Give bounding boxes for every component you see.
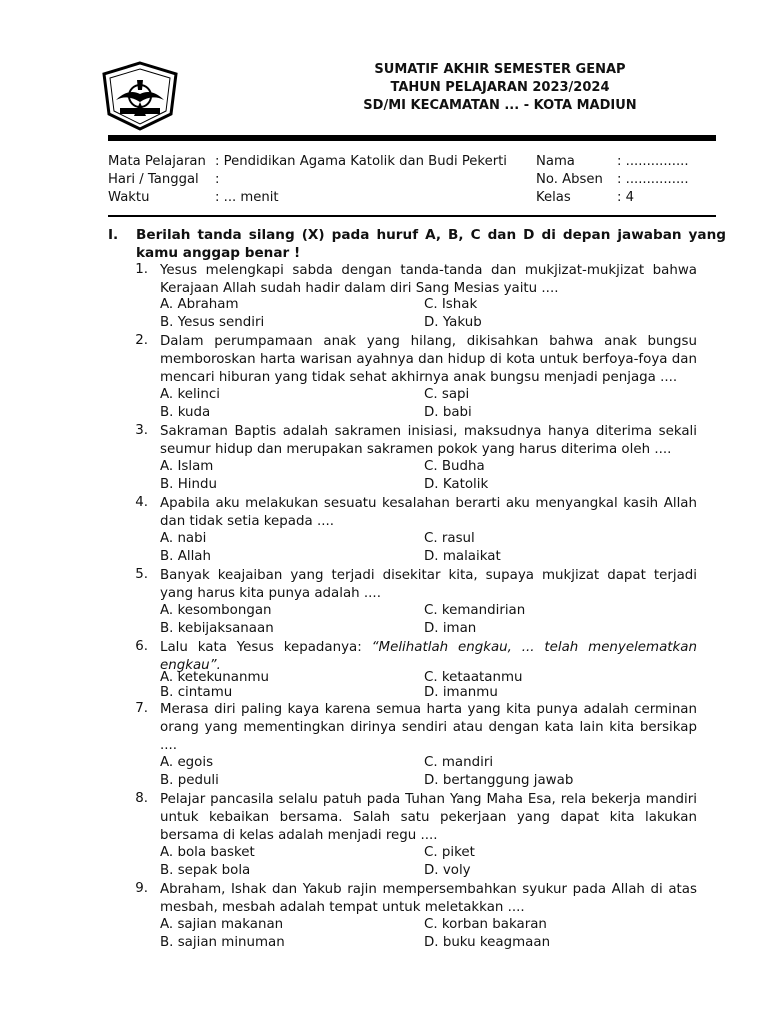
waktu-value: : ... menit [215, 190, 279, 205]
option-a[interactable]: A. egois [160, 755, 214, 770]
option-d[interactable]: D. buku keagmaan [424, 935, 551, 950]
section-number: I. [108, 227, 119, 243]
option-c[interactable]: C. piket [424, 845, 475, 860]
question-number: 2. [135, 333, 148, 348]
waktu-label: Waktu [108, 190, 150, 205]
question-text: Banyak keajaiban yang terjadi disekitar kita, supaya mukjizat dapat terjadi yang harus kita punya adalah .... [160, 568, 697, 601]
question-text: Sakraman Baptis adalah sakramen inisiasi, maksudnya hanya diterima sekali seumur hidup dan merupakan sakramen pokok yang harus diterima oleh .... [160, 424, 697, 457]
question-text-quote: “Melihatlah engkau, ... telah menyelematkan engkau”. [160, 640, 697, 673]
option-d[interactable]: D. bertanggung jawab [424, 773, 574, 788]
option-b[interactable]: B. sepak bola [160, 863, 251, 878]
mapel-label: Mata Pelajaran [108, 154, 206, 169]
option-d[interactable]: D. Yakub [424, 315, 482, 330]
option-d[interactable]: D. imanmu [424, 685, 498, 700]
question-number: 5. [135, 567, 148, 582]
option-c[interactable]: C. korban bakaran [424, 917, 547, 932]
question-number: 6. [135, 639, 148, 654]
option-b[interactable]: B. peduli [160, 773, 219, 788]
option-c[interactable]: C. sapi [424, 387, 470, 402]
kelas-label: Kelas [536, 190, 571, 205]
nama-value: : ............... [617, 154, 689, 169]
option-d[interactable]: D. Katolik [424, 477, 489, 492]
option-a[interactable]: A. sajian makanan [160, 917, 284, 932]
question-number: 8. [135, 791, 148, 806]
question-number: 9. [135, 881, 148, 896]
tut-wuri-handayani-logo [100, 60, 180, 132]
option-c[interactable]: C. rasul [424, 531, 475, 546]
option-b[interactable]: B. kebijaksanaan [160, 621, 274, 636]
option-d[interactable]: D. babi [424, 405, 472, 420]
kelas-value: : 4 [617, 190, 635, 205]
instruction-text: Berilah tanda silang (X) pada huruf A, B, C dan D di depan jawaban yang kamu anggap benar ! [136, 227, 726, 261]
option-d[interactable]: D. voly [424, 863, 471, 878]
option-b[interactable]: B. Yesus sendiri [160, 315, 265, 330]
info-divider [108, 215, 716, 217]
question-text: Yesus melengkapi sabda dengan tanda-tanda dan mukjizat-mukjizat bahwa Kerajaan Allah sudah hadir dalam diri Sang Mesias yaitu .... [160, 263, 697, 296]
question-text-plain: Lalu kata Yesus kepadanya: [160, 640, 372, 655]
option-a[interactable]: A. ketekunanmu [160, 670, 269, 685]
option-b[interactable]: B. kuda [160, 405, 211, 420]
question-number: 1. [135, 262, 148, 277]
question-text: Merasa diri paling kaya karena semua harta yang kita punya adalah cerminan orang yang mementingkan dirinya sendiri atau dengan kata lain kita bersikap .... [160, 702, 697, 753]
option-c[interactable]: C. kemandirian [424, 603, 526, 618]
question-text: Abraham, Ishak dan Yakub rajin mempersembahkan syukur pada Allah di atas mesbah, mesbah adalah tempat untuk meletakkan .... [160, 882, 697, 915]
option-c[interactable]: C. Ishak [424, 297, 478, 312]
option-a[interactable]: A. nabi [160, 531, 207, 546]
option-a[interactable]: A. kesombongan [160, 603, 272, 618]
nama-label: Nama [536, 154, 575, 169]
exam-title: SUMATIF AKHIR SEMESTER GENAP [374, 62, 626, 77]
hari-label: Hari / Tanggal [108, 172, 199, 187]
question-number: 4. [135, 495, 148, 510]
option-d[interactable]: D. malaikat [424, 549, 501, 564]
absen-value: : ............... [617, 172, 689, 187]
question-text: Apabila aku melakukan sesuatu kesalahan berarti aku menyangkal kasih Allah dan tidak setia kepada .... [160, 496, 697, 529]
option-c[interactable]: C. Budha [424, 459, 485, 474]
option-b[interactable]: B. Allah [160, 549, 211, 564]
question-number: 7. [135, 701, 148, 716]
option-a[interactable]: A. Islam [160, 459, 214, 474]
option-b[interactable]: B. sajian minuman [160, 935, 285, 950]
option-b[interactable]: B. Hindu [160, 477, 217, 492]
question-number: 3. [135, 423, 148, 438]
school-region: SD/MI KECAMATAN ... - KOTA MADIUN [363, 98, 637, 113]
option-c[interactable]: C. ketaatanmu [424, 670, 523, 685]
option-a[interactable]: A. Abraham [160, 297, 239, 312]
question-text: Pelajar pancasila selalu patuh pada Tuhan Yang Maha Esa, rela bekerja mandiri untuk kebaikan bersama. Salah satu pekerjaan yang dapat kita lakukan bersama di kelas adalah menjadi regu .... [160, 792, 697, 843]
option-b[interactable]: B. cintamu [160, 685, 233, 700]
mapel-value: : Pendidikan Agama Katolik dan Budi Pekerti [215, 154, 507, 169]
option-a[interactable]: A. kelinci [160, 387, 220, 402]
school-year: TAHUN PELAJARAN 2023/2024 [390, 80, 610, 95]
header-divider [108, 135, 716, 141]
hari-value: : [215, 172, 220, 187]
option-c[interactable]: C. mandiri [424, 755, 494, 770]
question-text: Dalam perumpamaan anak yang hilang, dikisahkan bahwa anak bungsu memboroskan harta warisan ayahnya dan hidup di kota untuk berfoya-foya dan mencari hiburan yang tidak sehat akhirnya anak bungsu menjadi penjaga .... [160, 334, 697, 385]
absen-label: No. Absen [536, 172, 603, 187]
option-d[interactable]: D. iman [424, 621, 477, 636]
option-a[interactable]: A. bola basket [160, 845, 255, 860]
